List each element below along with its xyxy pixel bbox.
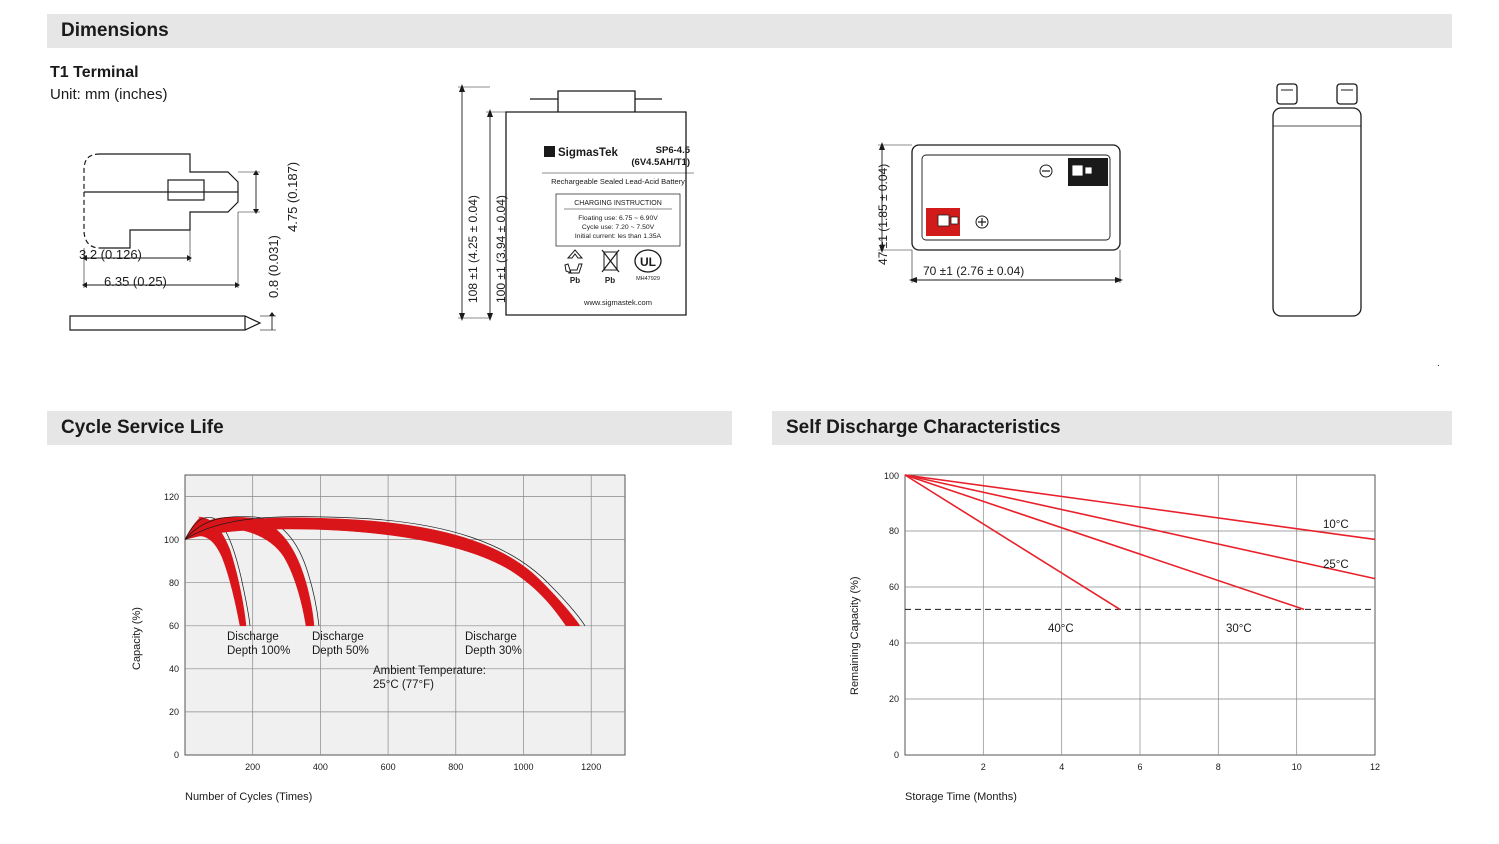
label-10c: 10°C: [1323, 519, 1349, 531]
svg-text:40: 40: [168, 664, 179, 674]
terminal-thickness-dim: 0.8 (0.031): [266, 235, 281, 298]
no-trash-pb-icon: [602, 250, 619, 285]
front-total-height-dim: 108 ±1 (4.25 ± 0.04): [466, 195, 480, 303]
svg-text:0: 0: [173, 750, 179, 760]
svg-text:Initial current: les than 1.35: Initial current: les than 1.35A: [574, 233, 662, 240]
terminal-height-dim: 4.75 (0.187): [285, 161, 300, 232]
section-header-self-discharge: [772, 411, 1452, 445]
label-25c: 25°C: [1323, 559, 1349, 571]
svg-text:60: 60: [168, 621, 179, 631]
charging-instruction-title: CHARGING INSTRUCTION: [574, 200, 662, 207]
label-40c: 40°C: [1048, 623, 1074, 635]
terminal-type-title: T1 Terminal: [50, 64, 139, 81]
annotation-dod-100: Discharge: [227, 631, 279, 643]
battery-spec: (6V4.5AH/T1): [631, 157, 690, 168]
battery-website: www.sigmastek.com: [584, 298, 652, 307]
svg-text:UL: UL: [640, 255, 656, 269]
svg-text:25°C (77°F): 25°C (77°F): [373, 679, 434, 691]
svg-text:80: 80: [168, 578, 179, 588]
svg-text:Pb: Pb: [604, 276, 616, 285]
svg-text:20: 20: [168, 707, 179, 717]
svg-text:MH47929: MH47929: [636, 276, 660, 282]
svg-text:20: 20: [888, 694, 899, 704]
svg-text:Cycle use: 7.20 ~ 7.50V: Cycle use: 7.20 ~ 7.50V: [581, 224, 655, 231]
svg-text:100: 100: [163, 535, 179, 545]
svg-text:10: 10: [1291, 762, 1302, 772]
svg-text:Depth 50%: Depth 50%: [312, 645, 369, 657]
svg-text:2: 2: [980, 762, 986, 772]
battery-label-graphic: [538, 140, 698, 320]
svg-text:400: 400: [312, 762, 328, 772]
battery-model: SP6-4.5: [655, 145, 690, 156]
annotation-ambient-temp: Ambient Temperature:: [373, 665, 486, 677]
svg-text:Σ: Σ: [546, 147, 553, 157]
section-header-dimensions: [47, 14, 1452, 48]
chart-cycle-service-life: [110, 455, 670, 810]
label-30c: 30°C: [1226, 623, 1252, 635]
ul-icon: [635, 250, 661, 282]
annotation-dod-50: Discharge: [312, 631, 364, 643]
section-header-cycle-service-life: [47, 411, 732, 445]
top-width-dim: 70 ±1 (2.76 ± 0.04): [923, 264, 1025, 278]
front-body-height-dim: 100 ±1 (3.94 ± 0.04): [494, 195, 508, 303]
svg-text:6: 6: [1137, 762, 1143, 772]
cycle-chart-ylabel: Capacity (%): [131, 607, 143, 670]
battery-type: Rechargeable Sealed Lead-Acid Battery: [551, 177, 685, 186]
svg-text:8: 8: [1215, 762, 1221, 772]
self-discharge-xlabel: Storage Time (Months): [905, 791, 1017, 803]
svg-text:200: 200: [245, 762, 261, 772]
battery-side-view: [1255, 78, 1385, 328]
side-view-marker: .: [1437, 358, 1440, 369]
top-depth-dim: 47 ±1 (1.85 ± 0.04): [876, 163, 890, 265]
svg-text:4: 4: [1059, 762, 1065, 772]
cycle-chart-xlabel: Number of Cycles (Times): [185, 791, 313, 803]
svg-text:40: 40: [888, 638, 899, 648]
svg-text:Pb: Pb: [569, 276, 581, 285]
section-title-cycle-service-life: Cycle Service Life: [61, 417, 224, 438]
battery-top-view: [860, 125, 1190, 305]
svg-text:12: 12: [1369, 762, 1381, 772]
svg-text:600: 600: [380, 762, 396, 772]
self-discharge-ylabel: Remaining Capacity (%): [849, 576, 861, 695]
svg-text:60: 60: [888, 582, 899, 592]
svg-text:Depth 100%: Depth 100%: [227, 645, 291, 657]
svg-text:100: 100: [883, 471, 899, 481]
svg-text:120: 120: [163, 492, 179, 502]
terminal-top-width-dim: 3.2 (0.126): [79, 247, 142, 262]
battery-brand: SigmasTek: [558, 147, 618, 159]
section-title-dimensions: Dimensions: [61, 20, 169, 41]
svg-text:80: 80: [888, 526, 899, 536]
annotation-dod-30: Discharge: [465, 631, 517, 643]
svg-text:1000: 1000: [513, 762, 534, 772]
terminal-bottom-width-dim: 6.35 (0.25): [104, 274, 167, 289]
svg-text:1200: 1200: [581, 762, 602, 772]
svg-text:Depth 30%: Depth 30%: [465, 645, 522, 657]
terminal-drawing: [60, 130, 320, 345]
svg-text:0: 0: [893, 750, 899, 760]
section-title-self-discharge: Self Discharge Characteristics: [786, 417, 1061, 438]
chart-self-discharge: [830, 455, 1410, 810]
recycle-pb-icon: [565, 250, 582, 285]
svg-text:800: 800: [448, 762, 464, 772]
svg-text:Floating use: 6.75 ~ 6.90V: Floating use: 6.75 ~ 6.90V: [578, 215, 658, 222]
unit-note: Unit: mm (inches): [50, 86, 168, 103]
